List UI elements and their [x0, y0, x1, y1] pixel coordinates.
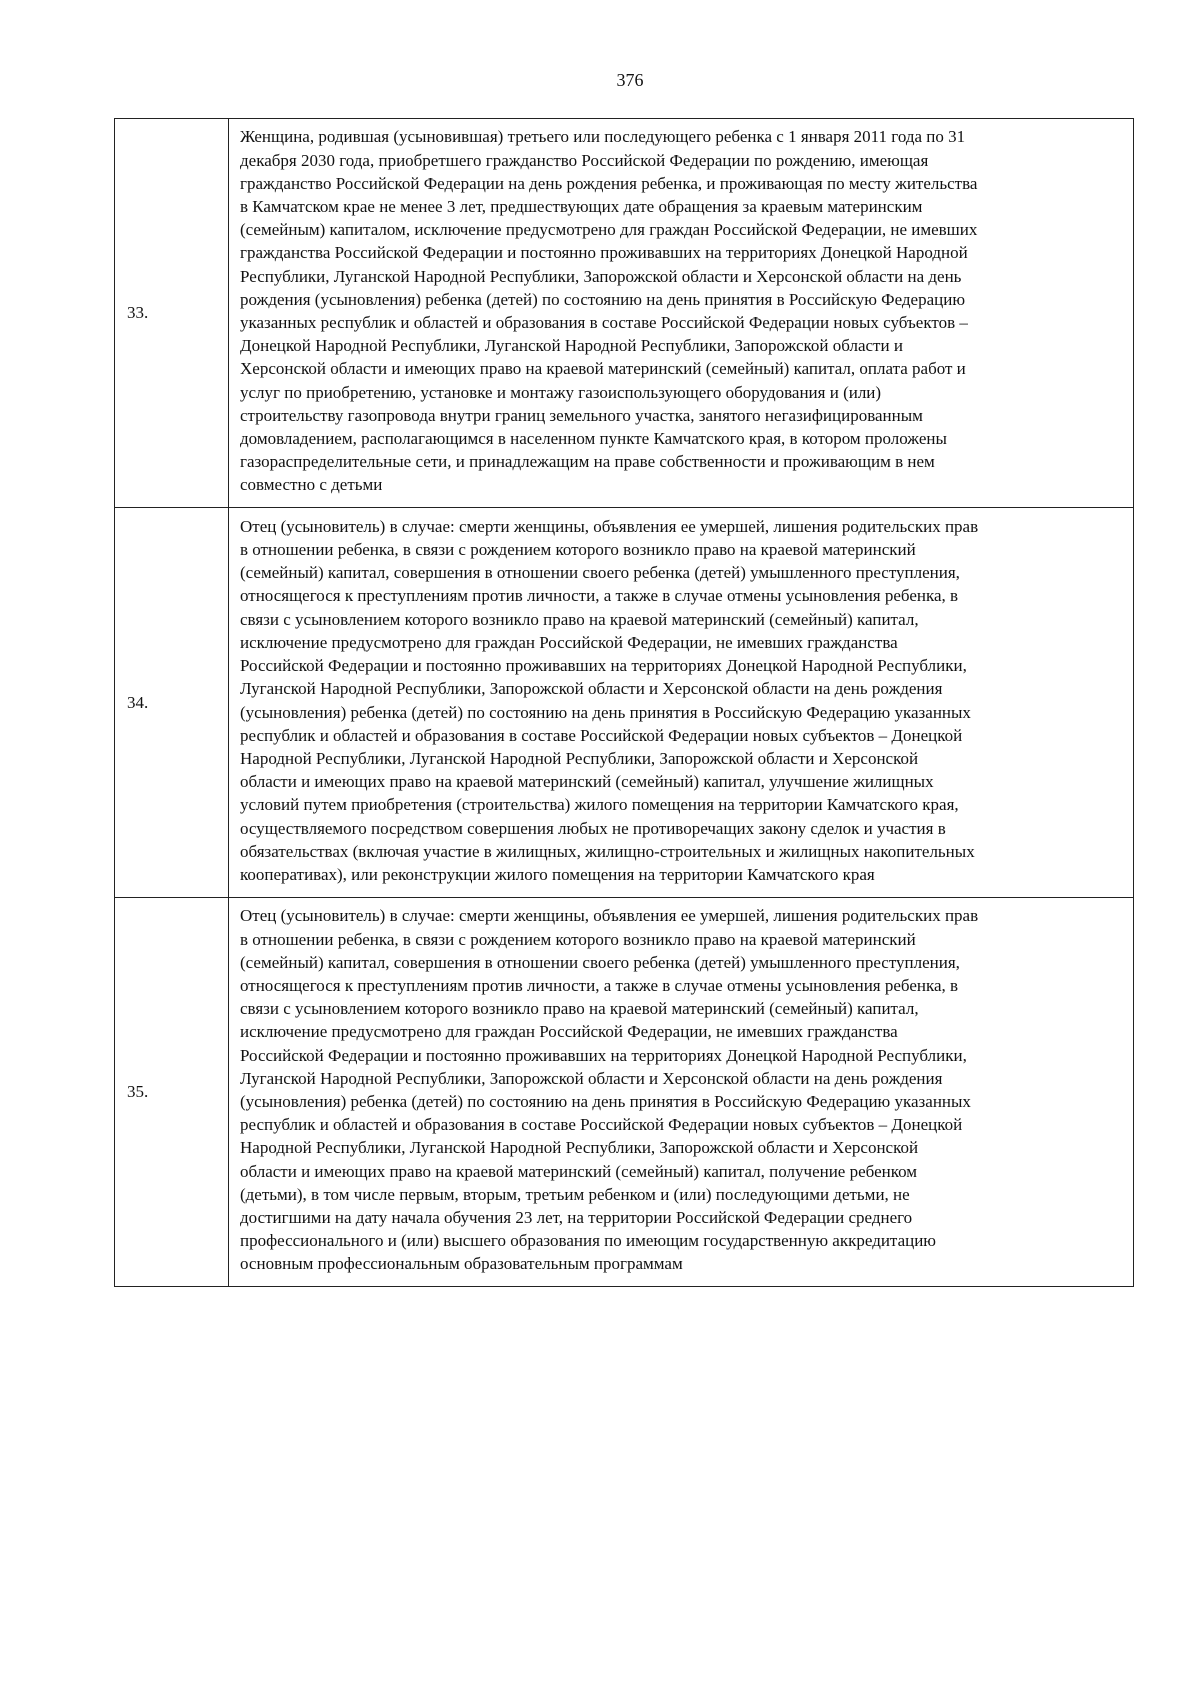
text-line: области и имеющих право на краевой материнский (семейный) капитал, получение ребенком: [240, 1161, 918, 1181]
text-line: кооперативах), или реконструкции жилого помещения на территории Камчатского края: [240, 864, 875, 884]
text-line: декабря 2030 года, приобретшего гражданство Российской Федерации по рождению, имеющая: [240, 150, 929, 170]
row-number: 35.: [115, 898, 229, 1287]
text-line: профессионального и (или) высшего образования по имеющим государственную аккредитацию: [240, 1231, 937, 1251]
text-line: республик и областей и образования в составе Российской Федерации новых субъектов – Донецкой: [240, 725, 963, 745]
text-line: условий путем приобретения (строительства) жилого помещения на территории Камчатского края,: [240, 795, 959, 815]
row-number: 33.: [115, 119, 229, 508]
text-line: строительству газопровода внутри границ земельного участка, занятого негазифицированным: [240, 405, 923, 425]
text-line: гражданства Российской Федерации и постоянно проживавших на территориях Донецкой Народной: [240, 243, 968, 263]
text-line: республик и областей и образования в составе Российской Федерации новых субъектов – Донецкой: [240, 1115, 963, 1135]
text-line: Луганской Народной Республики, Запорожской области и Херсонской области на день рождения: [240, 679, 943, 699]
text-line: Республики, Луганской Народной Республики, Запорожской области и Херсонской области на день: [240, 266, 962, 286]
text-line: достигшими на дату начала обучения 23 лет, на территории Российской Федерации среднего: [240, 1208, 913, 1228]
text-line: основным профессиональным образовательным программам: [240, 1254, 683, 1274]
text-line: (семейным) капиталом, исключение предусмотрено для граждан Российской Федерации, не имевших: [240, 220, 978, 240]
document-table: [114, 118, 1134, 1287]
text-line: исключение предусмотрено для граждан Российской Федерации, не имевших гражданства: [240, 1022, 898, 1042]
text-line: Отец (усыновитель) в случае: смерти женщины, объявления ее умершей, лишения родительских прав: [240, 516, 979, 536]
text-line: относящегося к преступлениям против личности, а также в случае отмены усыновления ребенка, в: [240, 586, 959, 606]
text-line: Женщина, родившая (усыновившая) третьего или последующего ребенка с 1 января 2011 года по 31: [240, 127, 966, 147]
row-description: [229, 898, 1134, 1287]
table-row: [115, 119, 1134, 508]
text-line: Российской Федерации и постоянно проживавших на территориях Донецкой Народной Республики,: [240, 656, 967, 676]
text-line: Народной Республики, Луганской Народной Республики, Запорожской области и Херсонской: [240, 748, 919, 768]
text-line: (семейный) капитал, совершения в отношении своего ребенка (детей) умышленного преступления,: [240, 563, 960, 583]
text-line: указанных республик и областей и образования в составе Российской Федерации новых субъектов –: [240, 313, 968, 332]
text-line: рождения (усыновления) ребенка (детей) по состоянию на день принятия в Российскую Федерацию: [240, 289, 966, 309]
text-line: домовладением, располагающимся в населенном пункте Камчатского края, в котором проложены: [240, 429, 947, 449]
page-number: 376: [616, 70, 644, 90]
table-row: [115, 898, 1134, 1287]
row-description: [229, 508, 1134, 898]
text-line: услуг по приобретению, установке и монтажу газоиспользующего оборудования и (или): [240, 382, 882, 402]
row-description: [229, 119, 1134, 508]
text-line: Херсонской области и имеющих право на краевой материнский (семейный) капитал, оплата работ и: [240, 359, 966, 379]
text-line: Луганской Народной Республики, Запорожской области и Херсонской области на день рождения: [240, 1068, 943, 1088]
text-line: газораспределительные сети, и принадлежащим на праве собственности и проживающим в нем: [240, 452, 935, 472]
text-line: связи с усыновлением которого возникло право на краевой материнский (семейный) капитал,: [240, 999, 919, 1019]
text-line: в Камчатском крае не менее 3 лет, предшествующих дате обращения за краевым материнским: [240, 196, 923, 216]
text-line: совместно с детьми: [240, 475, 383, 495]
text-line: гражданство Российской Федерации на день рождения ребенка, и проживающая по месту жительства: [240, 173, 978, 193]
row-number: 34.: [115, 508, 229, 898]
text-line: осуществляемого посредством совершения любых не противоречащих закону сделок и участия в: [240, 818, 946, 838]
text-line: (детьми), в том числе первым, вторым, третьим ребенком и (или) последующими детьми, не: [240, 1184, 910, 1204]
text-line: в отношении ребенка, в связи с рождением которого возникло право на краевой материнский: [240, 929, 916, 949]
table-row: [115, 508, 1134, 898]
text-line: (семейный) капитал, совершения в отношении своего ребенка (детей) умышленного преступления,: [240, 952, 960, 972]
text-line: Донецкой Народной Республики, Луганской Народной Республики, Запорожской области и: [240, 336, 903, 356]
text-line: связи с усыновлением которого возникло право на краевой материнский (семейный) капитал,: [240, 609, 919, 629]
text-line: (усыновления) ребенка (детей) по состоянию на день принятия в Российскую Федерацию указанных: [240, 702, 971, 722]
text-line: Народной Республики, Луганской Народной Республики, Запорожской области и Херсонской: [240, 1138, 919, 1158]
text-line: Российской Федерации и постоянно проживавших на территориях Донецкой Народной Республики,: [240, 1045, 967, 1065]
text-line: исключение предусмотрено для граждан Российской Федерации, не имевших гражданства: [240, 632, 898, 652]
text-line: области и имеющих право на краевой материнский (семейный) капитал, улучшение жилищных: [240, 772, 934, 792]
text-line: обязательствах (включая участие в жилищных, жилищно-строительных и жилищных накопительных: [240, 841, 975, 861]
text-line: в отношении ребенка, в связи с рождением которого возникло право на краевой материнский: [240, 540, 916, 560]
text-line: относящегося к преступлениям против личности, а также в случае отмены усыновления ребенка, в: [240, 975, 959, 995]
text-line: (усыновления) ребенка (детей) по состоянию на день принятия в Российскую Федерацию указанных: [240, 1092, 971, 1111]
text-line: Отец (усыновитель) в случае: смерти женщины, объявления ее умершей, лишения родительских прав: [240, 906, 979, 926]
